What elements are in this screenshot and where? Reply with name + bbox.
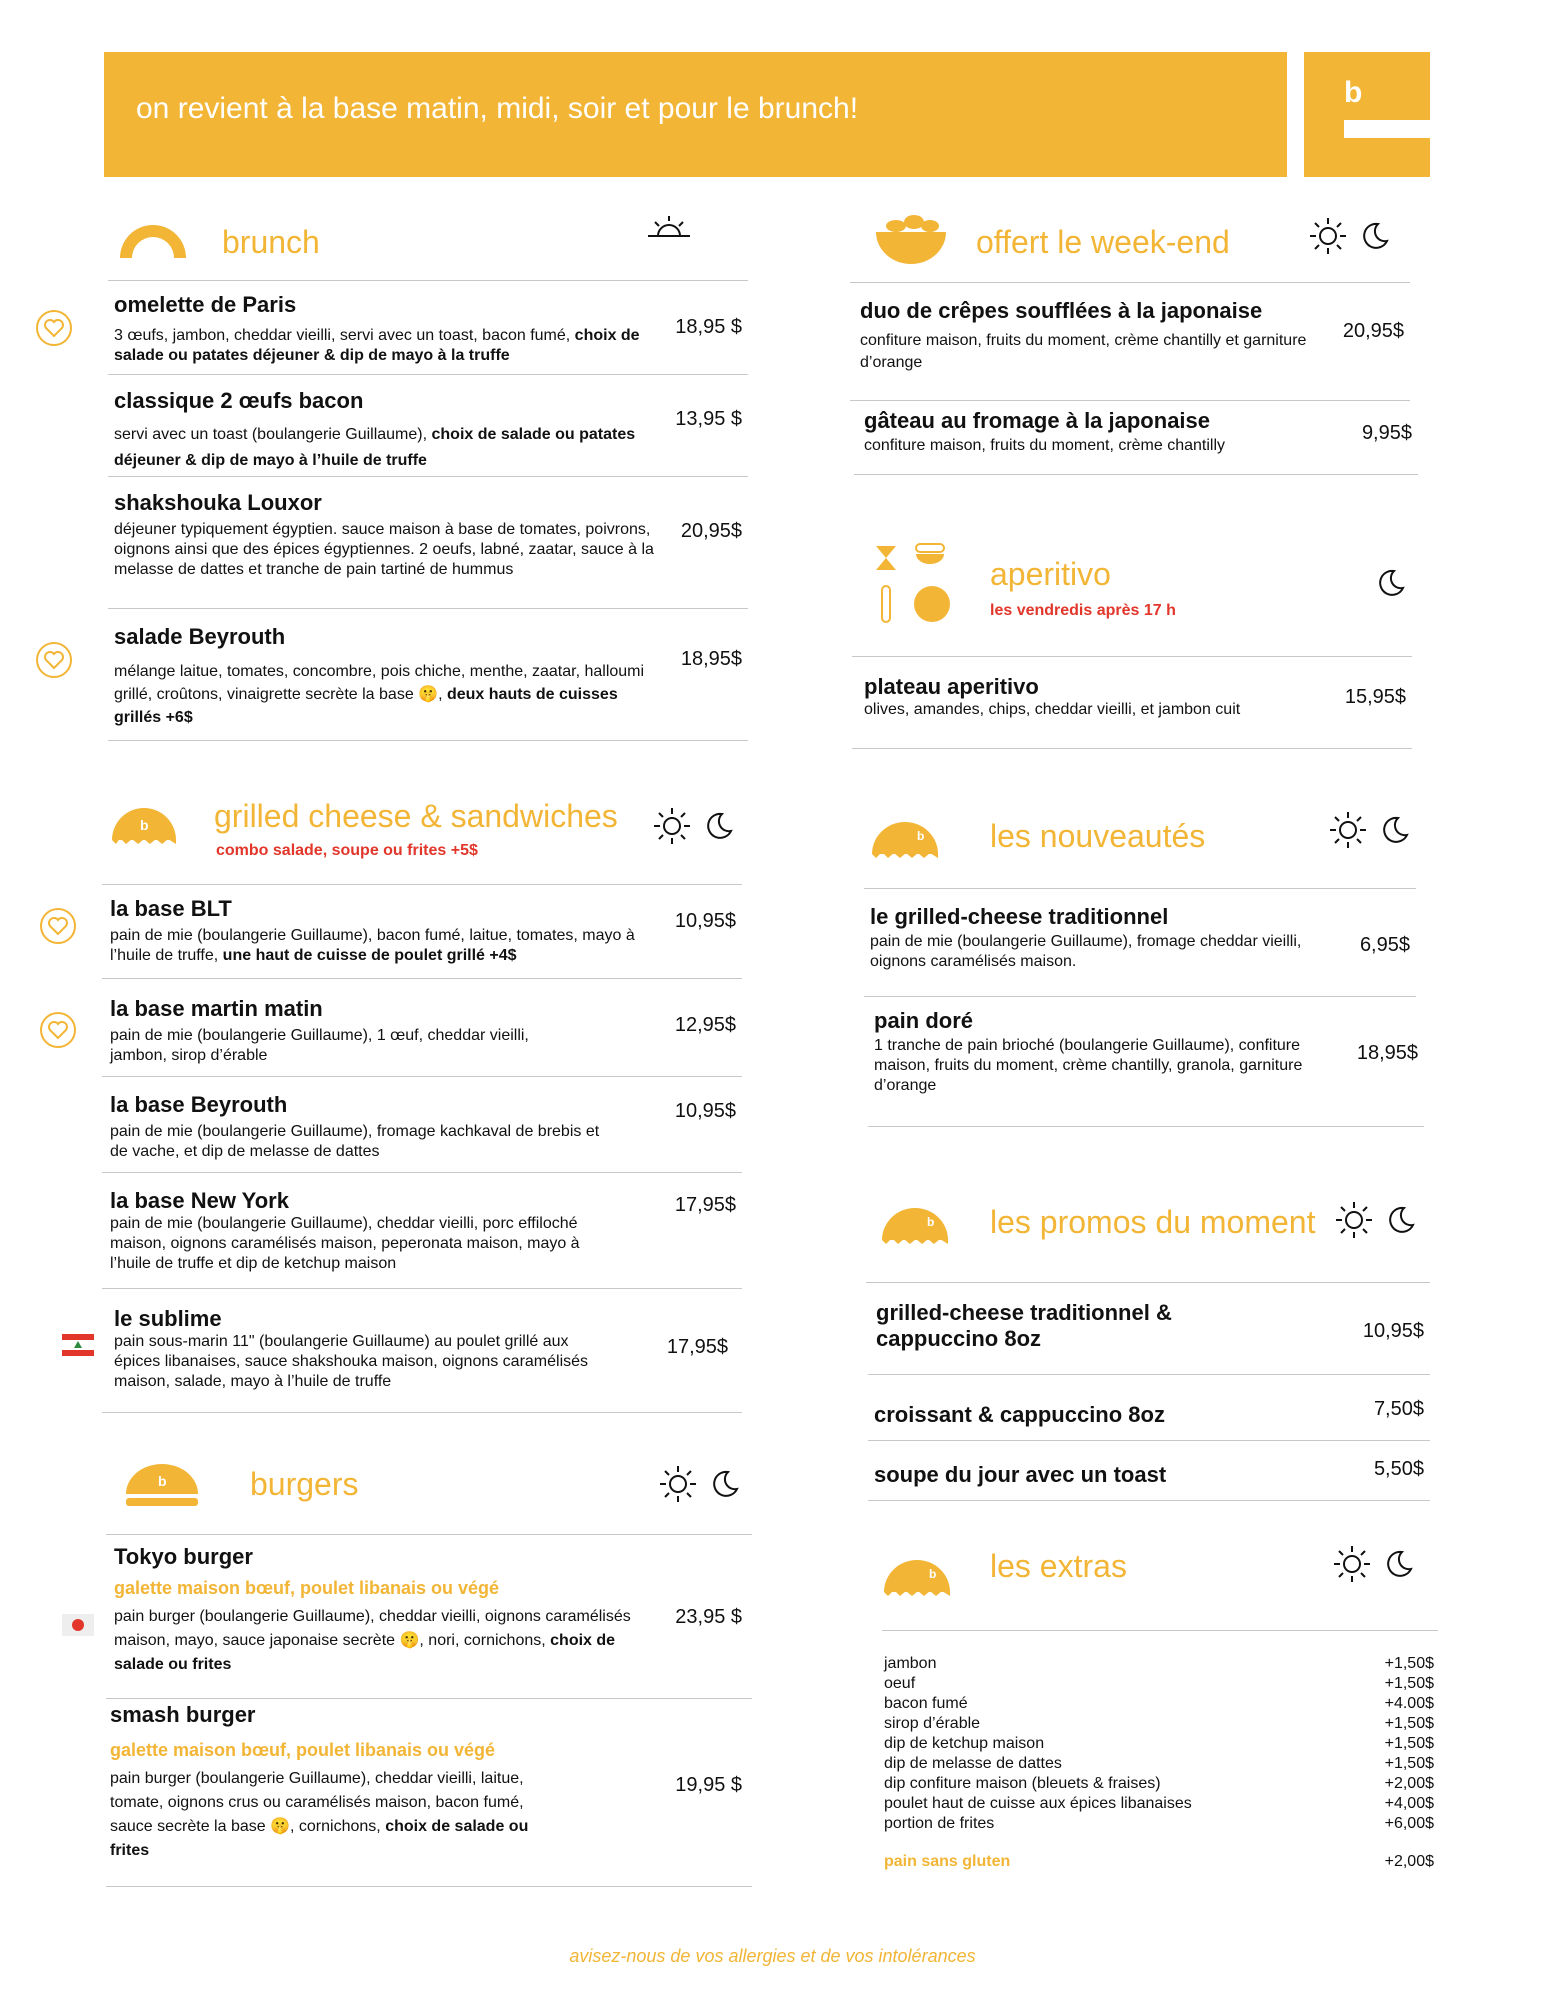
menu-item: la base martin matin pain de mie (boulangerie Guillaume), 1 œuf, cheddar vieilli, jambon, sirop d’érable 12,95$ (102, 996, 742, 1077)
section-title-promos: les promos du moment (990, 1204, 1316, 1240)
lebanon-flag-icon (62, 1334, 94, 1356)
menu-item: omelette de Paris 3 œufs, jambon, cheddar vieilli, servi avec un toast, bacon fumé, choix de salade ou patates déjeuner & dip de mayo à la truffe 18,95 $ (108, 292, 748, 375)
menu-item: salade Beyrouth mélange laitue, tomates, concombre, pois chiche, menthe, zaatar, halloumi grillé, croûtons, vinaigrette secrète la base 🤫, deux hauts de cuisses grillés +6$ 18,95$ (108, 624, 748, 741)
svg-text:b: b (158, 1473, 167, 1489)
menu-item: la base Beyrouth pain de mie (boulangerie Guillaume), fromage kachkaval de brebis et de vache, et dip de melasse de dattes 10,95$ (102, 1092, 742, 1173)
list-item: dip de melasse de dattes +1,50$ (884, 1755, 1434, 1772)
sun-icon (1334, 1200, 1374, 1240)
moon-icon (704, 811, 734, 841)
section-title-extras: les extras (990, 1548, 1127, 1584)
moon-icon (710, 1469, 740, 1499)
heart-icon (34, 640, 74, 680)
menu-item: le grilled-cheese traditionnel pain de mie (boulangerie Guillaume), fromage cheddar vieilli, oignons caramélisés maison. 6,95$ (864, 904, 1416, 997)
menu-item: la base BLT pain de mie (boulangerie Guillaume), bacon fumé, laitue, tomates, mayo à l’huile de truffe, une haut de cuisse de poulet grillé +4$ 10,95$ (102, 896, 742, 979)
sun-icon (658, 1464, 698, 1504)
list-item: sirop d’érable +1,50$ (884, 1715, 1434, 1732)
sun-icon (1328, 810, 1368, 850)
bowl-icon (874, 212, 948, 266)
moon-icon (1386, 1205, 1416, 1235)
svg-text:b: b (927, 1215, 935, 1229)
sun-icon (1308, 216, 1348, 256)
bun-logo-icon (110, 800, 178, 844)
logo (1304, 52, 1430, 177)
menu-item: le sublime pain sous-marin 11" (boulangerie Guillaume) au poulet grillé aux épices libanaises, sauce shakshouka maison, oignons caramélisés maison, salade, mayo à l’huile de truffe 17,95$ (102, 1306, 742, 1413)
menu-item: Tokyo burger galette maison bœuf, poulet libanais ou végé pain burger (boulangerie Guillaume), cheddar vieilli, oignons caramélisés maison, mayo, sauce japonaise secrète 🤫, nori, cornichons, choix de salade ou frites 23,95 $ (106, 1544, 752, 1699)
svg-text:b: b (140, 817, 149, 833)
aperitivo-icon (872, 542, 956, 626)
menu-item: grilled-cheese traditionnel & cappuccino 8oz 10,95$ (868, 1300, 1430, 1375)
svg-text:b: b (917, 829, 925, 843)
logo-letter: b (1344, 76, 1363, 109)
moon-icon (1376, 568, 1406, 598)
svg-text:b: b (929, 1567, 937, 1581)
sun-icon (1332, 1544, 1372, 1584)
section-subtitle-aperitivo: les vendredis après 17 h (990, 602, 1176, 619)
menu-item: soupe du jour avec un toast 5,50$ (868, 1452, 1430, 1501)
menu-item: shakshouka Louxor déjeuner typiquement égyptien. sauce maison à base de tomates, poivrons, oignons ainsi que des épices égyptiennes. 2 oeufs, labné, zaatar, sauce à la melasse de dattes et tranche de pain tartiné de hummus 20,95$ (108, 490, 748, 609)
burger-bun-icon (122, 1458, 202, 1508)
menu-item: classique 2 œufs bacon servi avec un toast (boulangerie Guillaume), choix de salade ou patates déjeuner & dip de mayo à l’huile de truffe 13,95 $ (108, 388, 748, 477)
bun-logo-icon (882, 1552, 952, 1596)
menu-item: croissant & cappuccino 8oz 7,50$ (868, 1392, 1430, 1441)
list-item: dip confiture maison (bleuets & fraises) +2,00$ (884, 1775, 1434, 1792)
heart-icon (38, 906, 78, 946)
gluten-free-item: pain sans gluten +2,00$ (884, 1853, 1434, 1870)
menu-item: plateau aperitivo olives, amandes, chips, cheddar vieilli, et jambon cuit 15,95$ (852, 674, 1412, 749)
list-item: portion de frites +6,00$ (884, 1815, 1434, 1832)
list-item: poulet haut de cuisse aux épices libanaises +4,00$ (884, 1795, 1434, 1812)
tagline: on revient à la base matin, midi, soir et pour le brunch! (136, 92, 859, 125)
section-title-nouveautes: les nouveautés (990, 818, 1206, 854)
bun-logo-icon (870, 814, 940, 858)
moon-icon (1384, 1549, 1414, 1579)
header-banner (104, 52, 1287, 177)
moon-icon (1380, 815, 1410, 845)
section-title-weekend: offert le week-end (976, 224, 1230, 260)
sunrise-icon (118, 222, 188, 258)
list-item: dip de ketchup maison +1,50$ (884, 1735, 1434, 1752)
list-item: jambon +1,50$ (884, 1655, 1434, 1672)
section-title-burgers: burgers (250, 1466, 359, 1502)
japan-flag-icon (62, 1614, 94, 1636)
menu-item: gâteau au fromage à la japonaise confiture maison, fruits du moment, crème chantilly 9,95$ (854, 408, 1418, 475)
menu-item: pain doré 1 tranche de pain brioché (boulangerie Guillaume), confiture maison, fruits du moment, crème chantilly, granola, garniture d’orange 18,95$ (868, 1008, 1424, 1127)
moon-icon (1360, 221, 1390, 251)
bun-logo-icon (880, 1200, 950, 1244)
list-item: oeuf +1,50$ (884, 1675, 1434, 1692)
section-subtitle-grilled-cheese: combo salade, soupe ou frites +5$ (216, 842, 478, 859)
menu-item: duo de crêpes soufflées à la japonaise confiture maison, fruits du moment, crème chantilly et garniture d’orange 20,95$ (850, 298, 1410, 401)
section-title-brunch: brunch (222, 224, 320, 260)
list-item: bacon fumé +4.00$ (884, 1695, 1434, 1712)
heart-icon (38, 1010, 78, 1050)
menu-item: smash burger galette maison bœuf, poulet libanais ou végé pain burger (boulangerie Guillaume), cheddar vieilli, laitue, tomate, oignons crus ou caramélisés maison, bacon fumé, sauce secrète la base 🤫, cornichons, choix de salade ou frites 19,95 $ (106, 1702, 752, 1887)
allergy-notice: avisez-nous de vos allergies et de vos intolérances (569, 1946, 976, 1966)
sunrise-line-icon (646, 214, 692, 244)
section-title-aperitivo: aperitivo (990, 556, 1111, 592)
sun-icon (652, 806, 692, 846)
heart-icon (34, 308, 74, 348)
extras-list (884, 1654, 1434, 1872)
section-title-grilled-cheese: grilled cheese & sandwiches (214, 798, 618, 834)
menu-item: la base New York pain de mie (boulangerie Guillaume), cheddar vieilli, porc effiloché maison, oignons caramélisés maison, peperonata maison, mayo à l’huile de truffe et dip de ketchup maison 17,95$ (102, 1188, 742, 1289)
